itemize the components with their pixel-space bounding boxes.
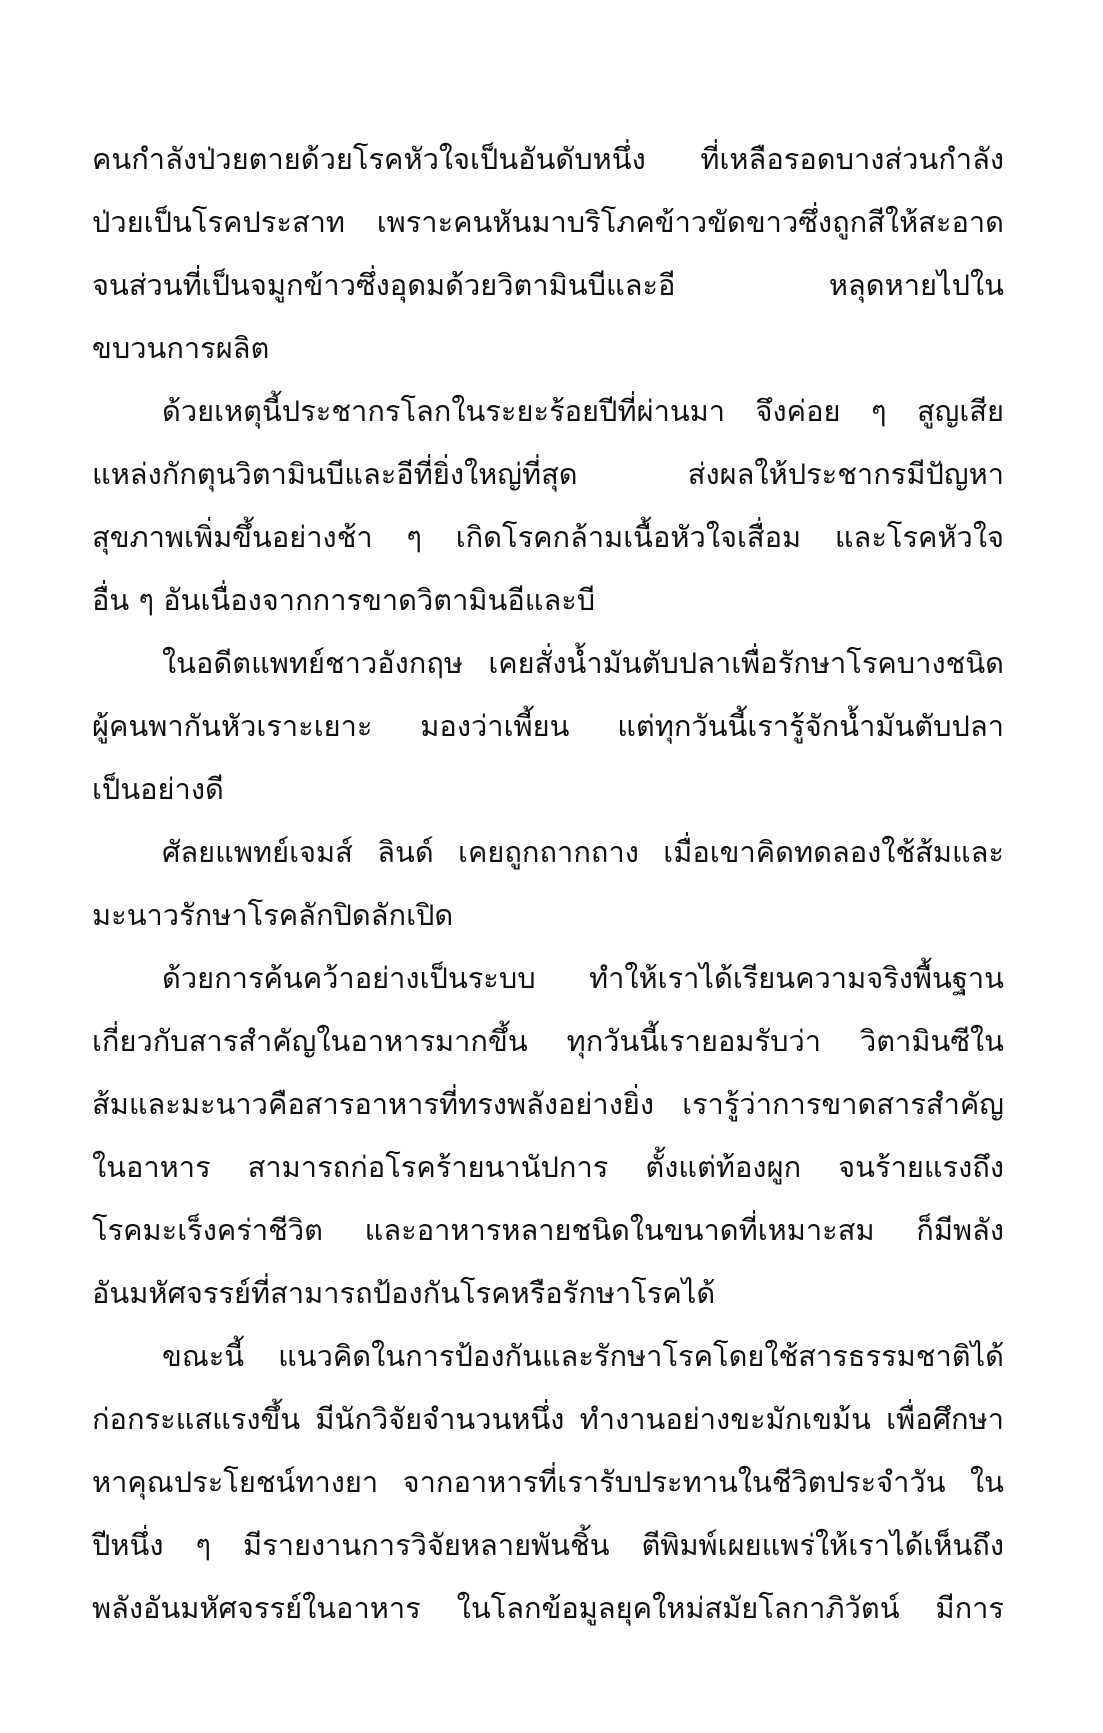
text-line: อื่น ๆ อันเนื่องจากการขาดวิตามินอีและบี	[92, 583, 596, 617]
paragraph-first-line: ศัลยแพทย์เจมส์ ลินด์ เคยถูกถากถาง เมื่อเขาคิดทดลองใช้ส้มและ	[162, 835, 1004, 869]
text-line: ส้มและมะนาวคือสารอาหารที่ทรงพลังอย่างยิ่ง เรารู้ว่าการขาดสารสำคัญ	[92, 1087, 1004, 1121]
paragraph-first-line: ด้วยการค้นคว้าอย่างเป็นระบบ ทำให้เราได้เรียนความจริงพื้นฐาน	[162, 961, 1004, 995]
text-line: หาคุณประโยชน์ทางยา จากอาหารที่เรารับประทานในชีวิตประจำวัน ใน	[92, 1465, 1004, 1499]
text-line: ปีหนึ่ง ๆ มีรายงานการวิจัยหลายพันชิ้น ตีพิมพ์เผยแพร่ให้เราได้เห็นถึง	[92, 1528, 1004, 1562]
text-line: พลังอันมหัศจรรย์ในอาหาร ในโลกข้อมูลยุคใหม่สมัยโลกาภิวัตน์ มีการ	[92, 1591, 1004, 1625]
paragraph-first-line: ด้วยเหตุนี้ประชากรโลกในระยะร้อยปีที่ผ่านมา จึงค่อย ๆ สูญเสีย	[162, 394, 1004, 428]
text-line: ก่อกระแสแรงขึ้น มีนักวิจัยจำนวนหนึ่ง ทำงานอย่างขะมักเขม้น เพื่อศึกษา	[92, 1402, 1004, 1436]
text-line: โรคมะเร็งคร่าชีวิต และอาหารหลายชนิดในขนาดที่เหมาะสม ก็มีพลัง	[92, 1213, 1004, 1247]
text-line: ผู้คนพากันหัวเราะเยาะ มองว่าเพี้ยน แต่ทุกวันนี้เรารู้จักน้ำมันตับปลา	[92, 709, 1004, 743]
text-line: สุขภาพเพิ่มขึ้นอย่างช้า ๆ เกิดโรคกล้ามเนื้อหัวใจเสื่อม และโรคหัวใจ	[92, 520, 1004, 554]
text-line: มะนาวรักษาโรคลักปิดลักเปิด	[92, 898, 454, 932]
paragraph-first-line: ขณะนี้ แนวคิดในการป้องกันและรักษาโรคโดยใช้สารธรรมชาติได้	[162, 1339, 1004, 1373]
text-line: ขบวนการผลิต	[92, 331, 270, 365]
body-text	[92, 128, 1004, 1640]
text-line: เป็นอย่างดี	[92, 772, 224, 806]
text-line: แหล่งกักตุนวิตามินบีและอีที่ยิ่งใหญ่ที่สุด ส่งผลให้ประชากรมีปัญหา	[92, 457, 1004, 491]
text-line: ในอาหาร สามารถก่อโรคร้ายนานัปการ ตั้งแต่ท้องผูก จนร้ายแรงถึง	[92, 1150, 1004, 1184]
text-line: ป่วยเป็นโรคประสาท เพราะคนหันมาบริโภคข้าวขัดขาวซึ่งถูกสีให้สะอาด	[92, 205, 1004, 239]
text-line: เกี่ยวกับสารสำคัญในอาหารมากขึ้น ทุกวันนี้เรายอมรับว่า วิตามินซีใน	[92, 1024, 1004, 1058]
text-line: คนกำลังป่วยตายด้วยโรคหัวใจเป็นอันดับหนึ่ง ที่เหลือรอดบางส่วนกำลัง	[92, 142, 1004, 176]
paragraph-first-line: ในอดีตแพทย์ชาวอังกฤษ เคยสั่งน้ำมันตับปลาเพื่อรักษาโรคบางชนิด	[162, 646, 1004, 680]
text-line: อันมหัศจรรย์ที่สามารถป้องกันโรคหรือรักษาโรคได้	[92, 1276, 716, 1310]
text-line: จนส่วนที่เป็นจมูกข้าวซึ่งอุดมด้วยวิตามินบีและอี หลุดหายไปใน	[92, 268, 1004, 302]
